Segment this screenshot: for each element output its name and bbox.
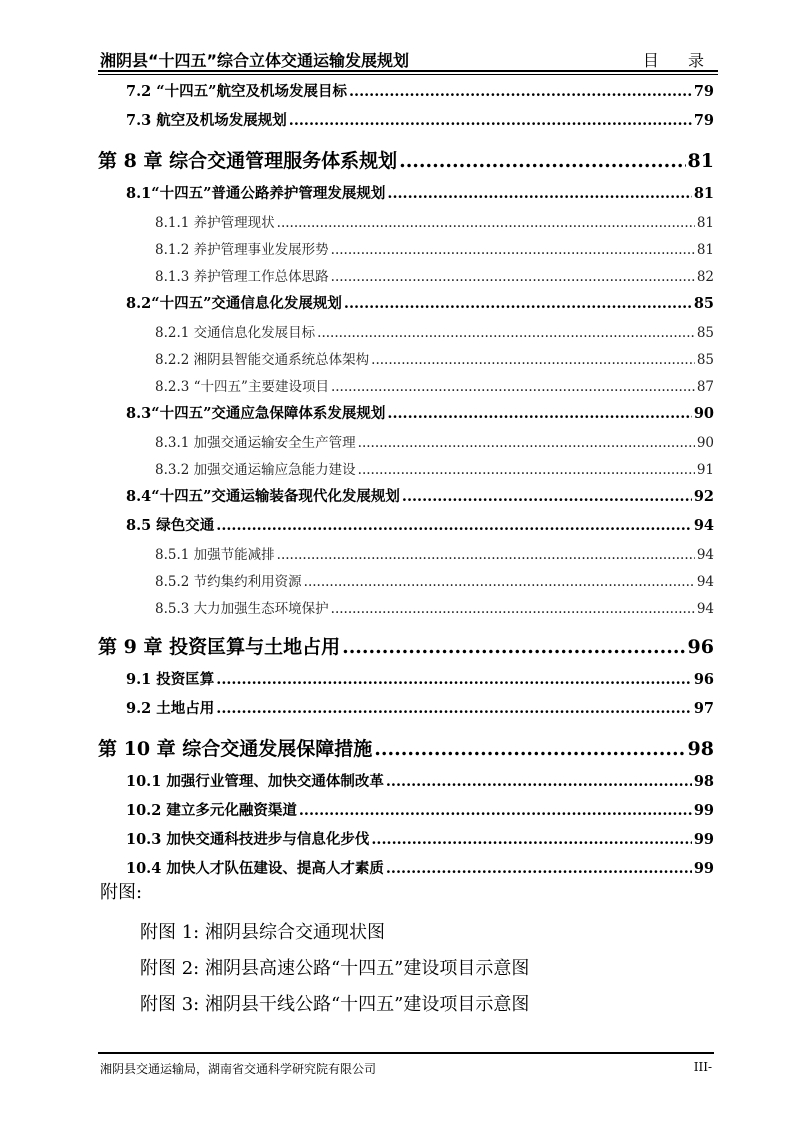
page-number: III- [693, 1060, 712, 1074]
toc-entry-label: 8.5 绿色交通 [126, 517, 215, 534]
dot-leader [317, 325, 695, 341]
toc-entry-level-3[interactable] [98, 321, 714, 348]
dot-leader [304, 574, 695, 590]
footer-rule [98, 1052, 714, 1054]
toc-entry-level-2[interactable] [98, 109, 714, 138]
footer-organization: 湘阴县交通运输局，湖南省交通科学研究院有限公司 [100, 1062, 377, 1076]
toc-entry-label: 7.3 航空及机场发展规划 [126, 112, 287, 129]
toc-entry-level-2[interactable] [98, 292, 714, 321]
dot-leader [386, 773, 692, 790]
toc-entry-level-2[interactable] [98, 182, 714, 211]
toc-entry-level-2[interactable] [98, 770, 714, 799]
toc-entry-label: 8.1.1 养护管理现状 [155, 215, 275, 231]
dot-leader [358, 462, 695, 478]
dot-leader [331, 269, 695, 285]
toc-entry-label: 8.2“十四五”交通信息化发展规划 [126, 295, 342, 312]
dot-leader [374, 738, 685, 760]
dot-leader [342, 636, 685, 658]
document-title: 湘阴县“十四五”综合立体交通运输发展规划 [100, 51, 410, 70]
toc-entry-label: 8.4“十四五”交通运输装备现代化发展规划 [126, 488, 400, 505]
toc-entry-label: 8.3.1 加强交通运输安全生产管理 [155, 435, 356, 451]
toc-entry-label: 8.1.2 养护管理事业发展形势 [155, 242, 329, 258]
toc-entry-page: 98 [687, 738, 714, 760]
toc-entry-level-2[interactable] [98, 485, 714, 514]
toc-entry-level-3[interactable] [98, 597, 714, 624]
toc-entry-page: 82 [696, 269, 714, 285]
toc-entry-label: 8.5.3 大力加强生态环境保护 [155, 601, 329, 617]
dot-leader [358, 435, 695, 451]
toc-entry-page: 98 [693, 773, 714, 790]
appendix-item[interactable]: 附图 3: 湘阴县干线公路“十四五”建设项目示意图 [140, 994, 530, 1015]
toc-entry-page: 90 [693, 405, 714, 422]
toc-entry-page: 99 [693, 831, 714, 848]
toc-entry-label: 8.2.3 “十四五”主要建设项目 [155, 379, 329, 395]
dot-leader [399, 150, 685, 172]
page-footer [98, 1052, 714, 1082]
toc-entry-label: 8.2.1 交通信息化发展目标 [155, 325, 316, 341]
toc-entry-page: 81 [696, 242, 714, 258]
dot-leader [299, 802, 692, 819]
toc-entry-page: 94 [696, 547, 714, 563]
toc-entry-label: 第 10 章 综合交通发展保障措施 [98, 738, 373, 760]
toc-entry-label: 8.3.2 加强交通运输应急能力建设 [155, 462, 356, 478]
toc-entry-page: 90 [696, 435, 714, 451]
toc-entry-label: 8.1.3 养护管理工作总体思路 [155, 269, 329, 285]
toc-entry-level-3[interactable] [98, 543, 714, 570]
toc-entry-label: 8.1“十四五”普通公路养护管理发展规划 [126, 185, 386, 202]
dot-leader [216, 517, 692, 534]
toc-entry-level-1[interactable] [98, 146, 714, 182]
toc-entry-page: 85 [693, 295, 714, 312]
toc-entry-page: 94 [696, 574, 714, 590]
dot-leader [371, 831, 691, 848]
appendix-list [100, 878, 529, 1026]
toc-entry-level-3[interactable] [98, 265, 714, 292]
dot-leader [344, 295, 692, 312]
appendix-title: 附图: [100, 882, 143, 903]
toc-entry-level-1[interactable] [98, 734, 714, 770]
toc-entry-page: 87 [696, 379, 714, 395]
toc-entry-page: 81 [693, 185, 714, 202]
toc-entry-page: 96 [693, 671, 714, 688]
toc-entry-level-2[interactable] [98, 80, 714, 109]
dot-leader [349, 83, 692, 100]
toc-entry-page: 99 [693, 860, 714, 877]
header-rule [98, 70, 718, 72]
appendix-item[interactable]: 附图 1: 湘阴县综合交通现状图 [140, 922, 385, 943]
dot-leader [289, 112, 692, 129]
toc-entry-label: 8.3“十四五”交通应急保障体系发展规划 [126, 405, 386, 422]
header-rule-thin [98, 74, 718, 75]
toc-entry-level-2[interactable] [98, 668, 714, 697]
toc-entry-page: 79 [693, 112, 714, 129]
dot-leader [331, 242, 695, 258]
toc-entry-page: 81 [696, 215, 714, 231]
toc-entry-page: 85 [696, 325, 714, 341]
toc-entry-label: 第 8 章 综合交通管理服务体系规划 [98, 150, 398, 172]
toc-entry-page: 99 [693, 802, 714, 819]
toc-entry-level-2[interactable] [98, 828, 714, 857]
toc-entry-page: 97 [693, 700, 714, 717]
toc-entry-page: 79 [693, 83, 714, 100]
dot-leader [402, 488, 692, 505]
dot-leader [371, 352, 695, 368]
toc-entry-label: 9.1 投资匡算 [126, 671, 215, 688]
dot-leader [216, 671, 692, 688]
dot-leader [277, 547, 695, 563]
dot-leader [216, 700, 692, 717]
dot-leader [331, 601, 695, 617]
toc-entry-page: 94 [693, 517, 714, 534]
toc-entry-level-3[interactable] [98, 211, 714, 238]
toc-entry-label: 第 9 章 投资匡算与土地占用 [98, 636, 341, 658]
toc-entry-level-3[interactable] [98, 458, 714, 485]
appendix-item[interactable]: 附图 2: 湘阴县高速公路“十四五”建设项目示意图 [140, 958, 530, 979]
toc-entry-level-3[interactable] [98, 570, 714, 597]
toc-entry-level-3[interactable] [98, 375, 714, 402]
toc-entry-level-2[interactable] [98, 514, 714, 543]
dot-leader [387, 185, 691, 202]
toc-entry-level-2[interactable] [98, 402, 714, 431]
toc-entry-level-1[interactable] [98, 632, 714, 668]
toc-entry-page: 92 [693, 488, 714, 505]
dot-leader [331, 379, 695, 395]
toc-entry-page: 91 [696, 462, 714, 478]
toc-entry-label: 10.1 加强行业管理、加快交通体制改革 [126, 773, 384, 790]
toc-entry-level-3[interactable] [98, 348, 714, 375]
page-header [98, 44, 718, 74]
toc-entry-level-3[interactable] [98, 238, 714, 265]
toc-entry-level-2[interactable] [98, 799, 714, 828]
toc-entry-label: 8.5.1 加强节能减排 [155, 547, 275, 563]
toc-entry-page: 81 [687, 150, 714, 172]
toc-entry-page: 96 [687, 636, 714, 658]
dot-leader [387, 405, 691, 422]
toc-entry-label: 8.5.2 节约集约利用资源 [155, 574, 302, 590]
toc-entry-label: 10.2 建立多元化融资渠道 [126, 802, 297, 819]
toc-entry-label: 7.2 “十四五”航空及机场发展目标 [126, 83, 347, 100]
toc-entry-label: 10.4 加快人才队伍建设、提高人才素质 [126, 860, 384, 877]
table-of-contents [98, 80, 714, 886]
toc-entry-level-3[interactable] [98, 431, 714, 458]
toc-entry-label: 9.2 土地占用 [126, 700, 215, 717]
toc-entry-level-2[interactable] [98, 697, 714, 726]
dot-leader [386, 860, 692, 877]
toc-entry-page: 85 [696, 352, 714, 368]
toc-entry-page: 94 [696, 601, 714, 617]
section-title: 目 录 [642, 51, 716, 70]
toc-entry-label: 10.3 加快交通科技进步与信息化步伐 [126, 831, 370, 848]
dot-leader [277, 215, 695, 231]
toc-entry-label: 8.2.2 湘阴县智能交通系统总体架构 [155, 352, 370, 368]
